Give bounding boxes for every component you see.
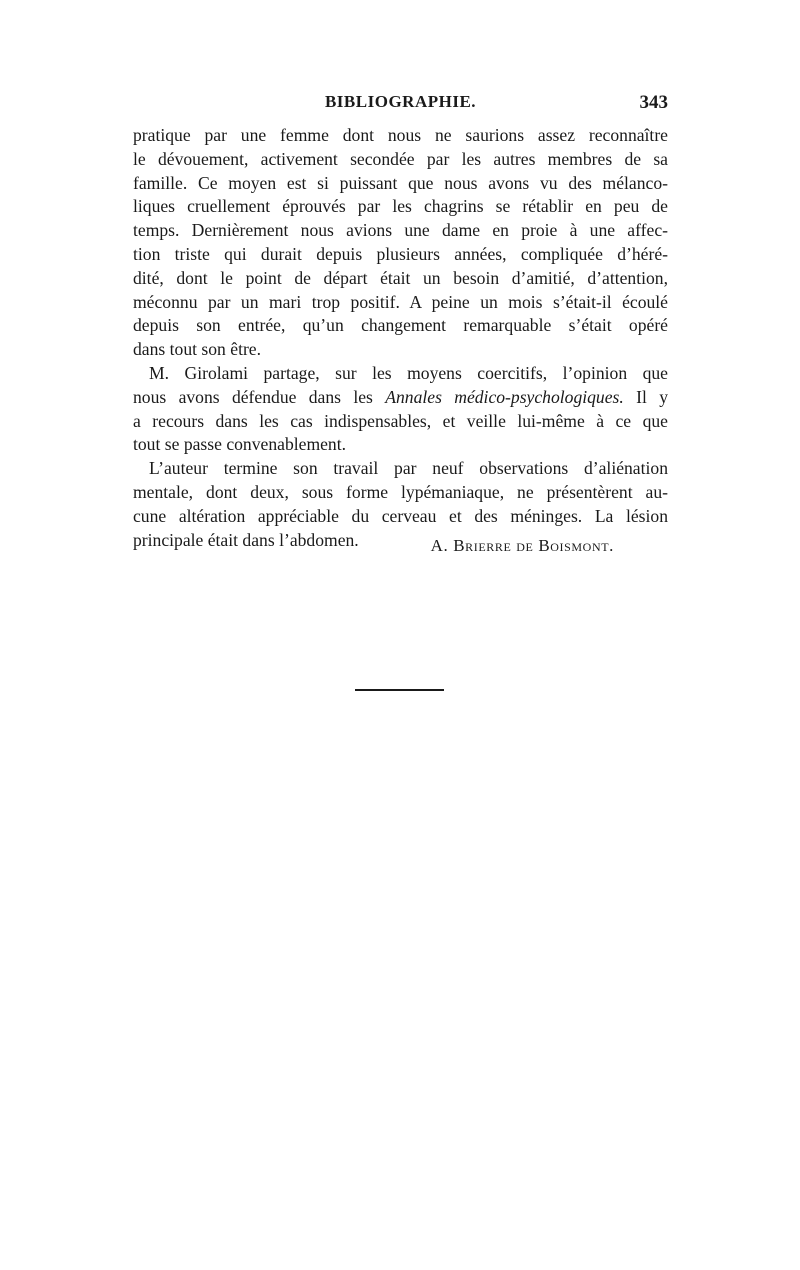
page-number: 343: [639, 92, 668, 113]
text-line: a recours dans les cas indispensables, et veille lui-même à ce que: [133, 410, 668, 431]
signature-name-part2: Boismont: [538, 536, 610, 555]
text-line: dité, dont le point de départ était un besoin d’amitié, d’attention,: [133, 267, 668, 288]
text-segment: nous avons défendue dans les: [133, 386, 386, 407]
signature-particle: de: [511, 536, 539, 555]
text-line: méconnu par un mari trop positif. A peine un mois s’était-il écoulé: [133, 291, 668, 312]
text-line: L’auteur termine son travail par neuf observations d’aliénation: [149, 458, 668, 479]
text-line: cune altération appréciable du cerveau et des méninges. La lésion: [133, 505, 668, 526]
signature-initial: A.: [430, 536, 454, 555]
text-line: famille. Ce moyen est si puissant que nous avons vu des mélanco-: [133, 172, 668, 193]
journal-title: Annales médico-psychologiques.: [385, 386, 624, 407]
text-line: dans tout son être.: [133, 339, 262, 360]
signature-name-part1: Brierre: [453, 536, 512, 555]
text-line: M. Girolami partage, sur les moyens coercitifs, l’opinion que: [149, 362, 668, 383]
signature-end: .: [609, 536, 614, 555]
text-line: tion triste qui durait depuis plusieurs années, compliquée d’héré-: [133, 243, 668, 264]
text-line: tout se passe convenablement.: [133, 434, 347, 455]
section-divider-rule: [355, 689, 444, 691]
text-line: liques cruellement éprouvés par les chagrins se rétablir en peu de: [133, 196, 668, 217]
running-title: BIBLIOGRAPHIE.: [324, 92, 477, 111]
text-line: depuis son entrée, qu’un changement remarquable s’était opéré: [133, 315, 668, 336]
text-segment: Il y: [623, 386, 669, 407]
text-line: [133, 386, 668, 410]
text-line: temps. Dernièrement nous avions une dame en proie à une affec-: [133, 220, 668, 241]
running-head: [133, 92, 668, 116]
text-line: mentale, dont deux, sous forme lypémaniaque, ne présentèrent au-: [133, 481, 668, 502]
author-signature: [431, 536, 614, 556]
text-line: le dévouement, activement secondée par les autres membres de sa: [133, 148, 668, 169]
body-text: [133, 124, 668, 552]
text-line: pratique par une femme dont nous ne saurions assez reconnaître: [133, 125, 668, 145]
text-line: principale était dans l’abdomen.: [133, 529, 359, 550]
